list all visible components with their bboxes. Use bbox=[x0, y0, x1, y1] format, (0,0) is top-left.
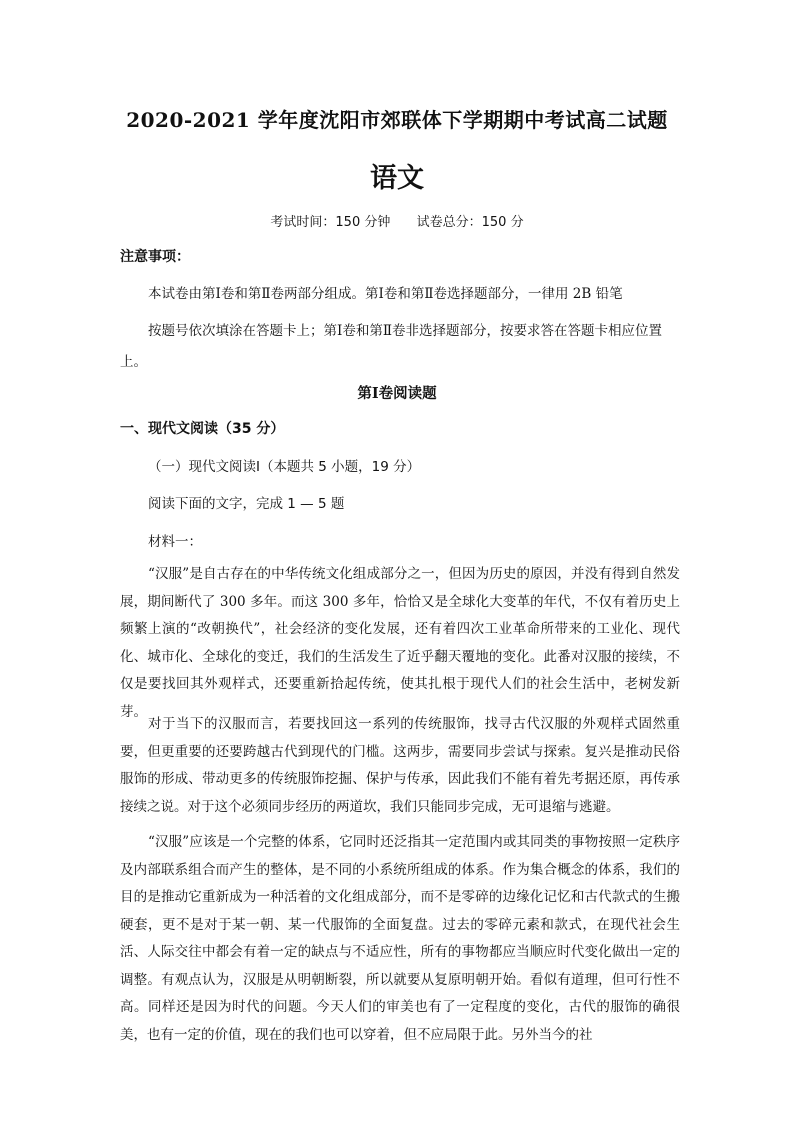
exam-title: 2020-2021 学年度沈阳市郊联体下学期期中考试高二试题 bbox=[126, 108, 668, 132]
reading-instruction: 阅读下面的文字，完成 1 — 5 题 bbox=[148, 496, 345, 512]
passage-paragraph-2: 对于当下的汉服而言，若要找回这一系列的传统服饰，找寻古代汉服的外观样式固然重要，但更重要的还要跨越古代到现代的门槛。这两步，需要同步尝试与探索。复兴是推动民俗服饰的形成、带动更多的传统服饰挖掘、保护与传承，因此我们不能有着先考据还原，再传承接续之说。对于这个必须同步经历的两道坎，我们只能同步完成，无可退缩与逃避。 bbox=[120, 716, 680, 815]
passage-paragraph-1: “汉服”是自古存在的中华传统文化组成部分之一，但因为历史的原因，并没有得到自然发展，期间断代了 300 多年。而这 300 多年，恰恰又是全球化大变革的年代，不仅有着历史上频繁上演的“改朝换代”，社会经济的变化发展，还有着四次工业革命所带来的工业化、现代化、城市化、全球化的变迁，我们的生活发生了近乎翻天覆地的变化。此番对汉服的接续，不仅是要找回其外观样式，还要重新拾起传统，使其扎根于现代人们的社会生活中，老树发新芽。 bbox=[120, 566, 680, 720]
notice-line-1: 本试卷由第Ⅰ卷和第Ⅱ卷两部分组成。第Ⅰ卷和第Ⅱ卷选择题部分，一律用 2B 铅笔 bbox=[148, 286, 623, 302]
notice-heading: 注意事项： bbox=[120, 249, 190, 265]
part-heading: 一、现代文阅读（35 分） bbox=[120, 421, 285, 437]
exam-meta bbox=[0, 211, 794, 230]
exam-time: 考试时间：150 分钟 bbox=[270, 215, 391, 230]
section-title: 第Ⅰ卷阅读题 bbox=[357, 385, 437, 402]
passage-paragraph-3: “汉服”应该是一个完整的体系，它同时还泛指其一定范围内或其同类的事物按照一定秩序及内部联系组合而产生的整体，是不同的小系统所组成的体系。作为集合概念的体系，我们的目的是推动它重新成为一种活着的文化组成部分，而不是零碎的边缘化记忆和古代款式的生搬硬套，更不是对于某一朝、某一代服饰的全面复盘。过去的零碎元素和款式，在现代社会生活、人际交往中都会有着一定的缺点与不适应性，所有的事物都应当顺应时代变化做出一定的调整。有观点认为，汉服是从明朝断裂，所以就要从复原明朝开始。看似有道理，但可行性不高。同样还是因为时代的问题。今天人们的审美也有了一定程度的变化，古代的服饰的确很美，也有一定的价值，现在的我们也可以穿着，但不应局限于此。另外当今的社 bbox=[120, 834, 680, 1043]
subject-title: 语文 bbox=[370, 163, 424, 194]
notice-line-2: 按题号依次填涂在答题卡上；第Ⅰ卷和第Ⅱ卷非选择题部分，按要求答在答题卡相应位置上。 bbox=[120, 323, 663, 370]
exam-score: 试卷总分：150 分 bbox=[416, 215, 524, 230]
sub-heading: （一）现代文阅读Ⅰ（本题共 5 小题，19 分） bbox=[148, 459, 421, 475]
notice-text-2 bbox=[120, 316, 680, 378]
notice-text-1 bbox=[120, 279, 680, 310]
material-label: 材料一： bbox=[148, 534, 202, 550]
